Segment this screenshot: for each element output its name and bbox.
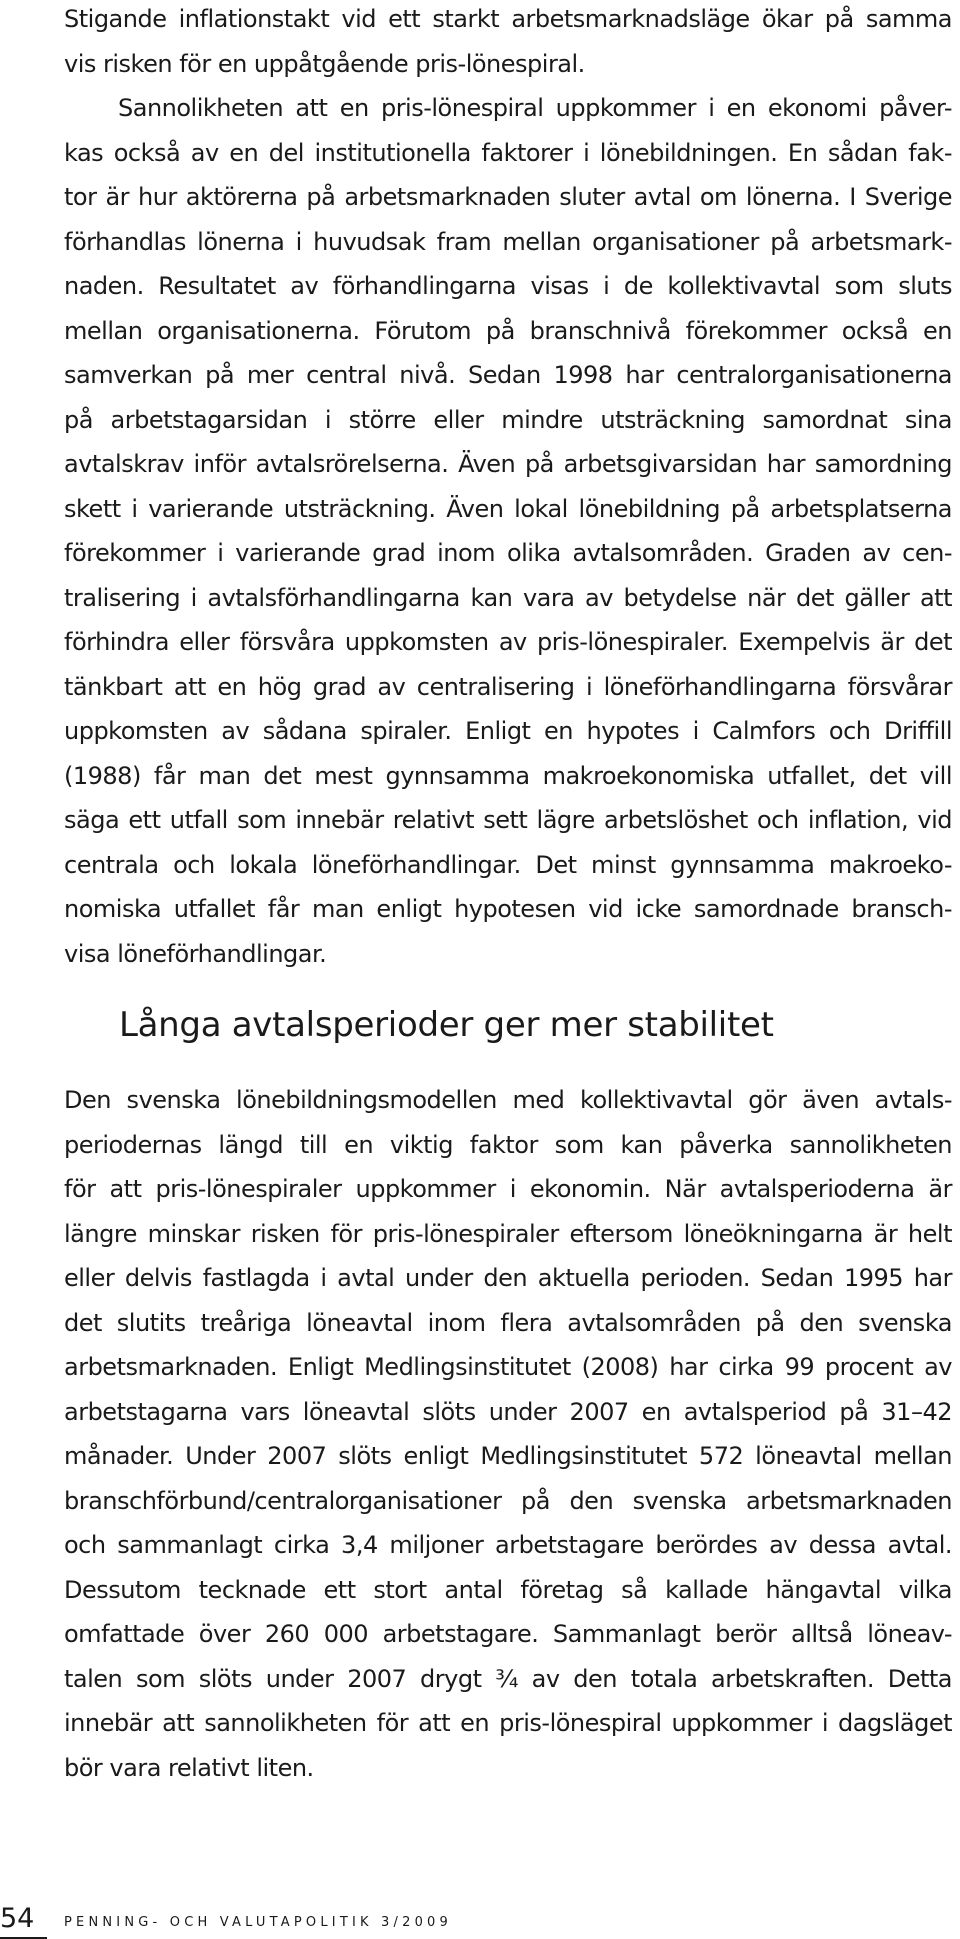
text-line: nomiska utfallet får man enligt hypotesen vid icke samordnade bransch- [64,895,952,923]
text-line: periodernas längd till en viktig faktor som kan påverka sannolikheten [64,1130,952,1159]
text-line: Sannolikheten att en pris-lönespiral uppkommer i en ekonomi påver- [118,94,952,122]
text-line: förhandlas lönerna i huvudsak fram mellan organisationer på arbetsmark- [64,227,952,256]
text-line: avtalskrav inför avtalsrörelserna. Även på arbetsgivarsidan har samordning [64,450,952,478]
text-line: omfattade över 260 000 arbetstagare. Sammanlagt berör alltså löneav- [64,1620,952,1648]
text-line: visa löneförhandlingar. [64,939,327,968]
text-line: för att pris-lönespiraler uppkommer i ekonomin. När avtalsperioderna är [64,1175,952,1203]
text-line: förekommer i varierande grad inom olika avtalsområden. Graden av cen- [64,539,952,567]
text-line: eller delvis fastlagda i avtal under den aktuella perioden. Sedan 1995 har [64,1264,952,1292]
page-number: 54 [0,1903,35,1934]
text-line: mellan organisationerna. Förutom på branschnivå förekommer också en [64,316,952,345]
text-line: förhindra eller försvåra uppkomsten av pris-lönespiraler. Exempelvis är det [64,628,952,656]
text-line: naden. Resultatet av förhandlingarna visas i de kollektivavtal som sluts [64,272,952,300]
text-line: säga ett utfall som innebär relativt sett lägre arbetslöshet och inflation, vid [64,806,952,834]
text-line: månader. Under 2007 slöts enligt Medlingsinstitutet 572 löneavtal mellan [64,1442,952,1470]
text-line: skett i varierande utsträckning. Även lokal lönebildning på arbetsplatserna [64,494,952,523]
text-line: och sammanlagt cirka 3,4 miljoner arbetstagare berördes av dessa avtal. [64,1531,952,1559]
text-line: tor är hur aktörerna på arbetsmarknaden sluter avtal om lönerna. I Sverige [64,183,952,211]
text-line: arbetsmarknaden. Enligt Medlingsinstitutet (2008) har cirka 99 procent av [64,1353,952,1381]
running-title: PENNING- OCH VALUTAPOLITIK 3/2009 [64,1915,452,1930]
text-line: tänkbart att en hög grad av centralisering i löneförhandlingarna försvårar [64,672,952,701]
text-line: talen som slöts under 2007 drygt ¾ av den totala arbetskraften. Detta [64,1664,952,1693]
text-line: tralisering i avtalsförhandlingarna kan vara av betydelse när det gäller att [64,583,952,612]
body-paragraph-2 [64,1078,952,1790]
text-line: Dessutom tecknade ett stort antal företag så kallade hängavtal vilka [64,1575,952,1604]
section-heading: Långa avtalsperioder ger mer stabilitet [119,1005,774,1045]
text-line: bör vara relativt liten. [64,1753,314,1782]
text-line: (1988) får man det mest gynnsamma makroekonomiska utfallet, det vill [64,761,952,790]
body-paragraph-1 [64,0,952,976]
text-line: arbetstagarna vars löneavtal slöts under 2007 en avtalsperiod på 31–42 [64,1397,952,1426]
text-line: uppkomsten av sådana spiraler. Enligt en hypotes i Calmfors och Driffill [64,717,952,745]
text-line: på arbetstagarsidan i större eller mindre utsträckning samordnat sina [64,405,952,434]
text-line: längre minskar risken för pris-lönespiraler eftersom löneökningarna är helt [64,1219,952,1248]
text-line: innebär att sannolikheten för att en pris-lönespiral uppkommer i dagsläget [64,1709,952,1737]
text-line: Stigande inflationstakt vid ett starkt arbetsmarknadsläge ökar på samma [64,5,952,33]
page-footer [0,1900,960,1938]
text-line: samverkan på mer central nivå. Sedan 1998 har centralorganisationerna [64,361,952,389]
text-line: Den svenska lönebildningsmodellen med kollektivavtal gör även avtals- [64,1086,952,1114]
text-line: det slutits treåriga löneavtal inom flera avtalsområden på den svenska [64,1308,952,1337]
text-line: vis risken för en uppåtgående pris-lönespiral. [64,49,585,78]
text-line: branschförbund/centralorganisationer på den svenska arbetsmarknaden [64,1486,952,1515]
text-line: kas också av en del institutionella faktorer i lönebildningen. En sådan fak- [64,138,952,167]
text-line: centrala och lokala löneförhandlingar. Det minst gynnsamma makroeko- [64,850,952,879]
